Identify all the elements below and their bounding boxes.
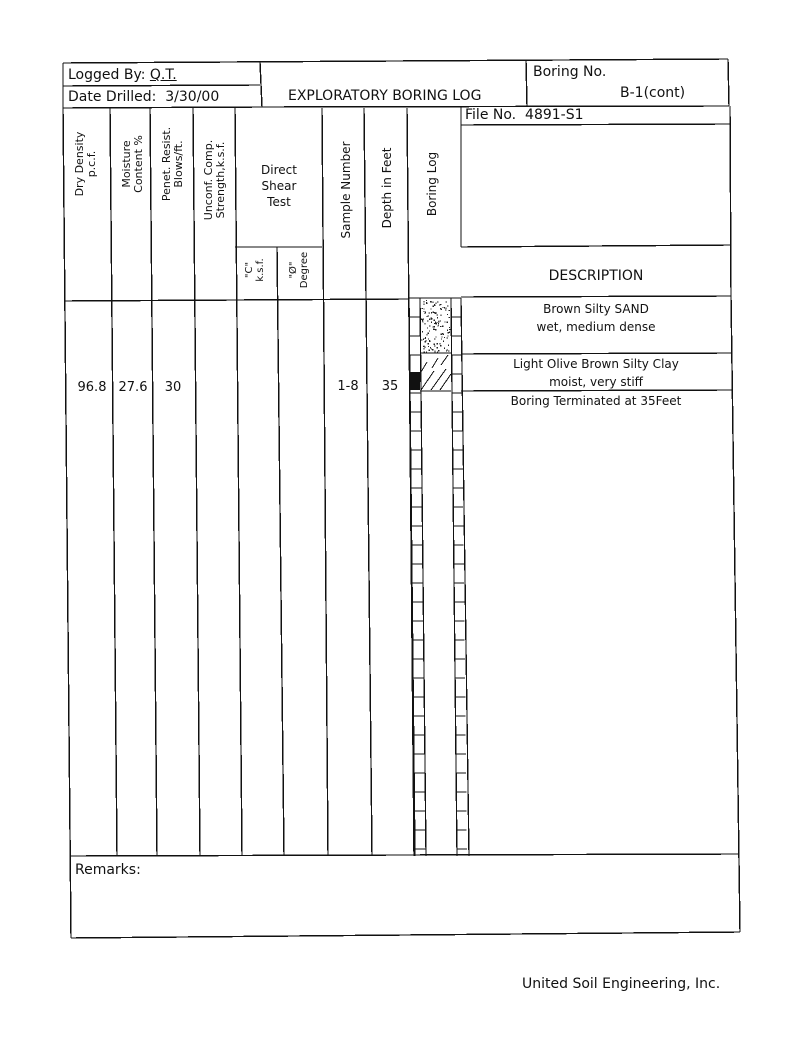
sample-marker <box>409 372 420 390</box>
date-drilled: Date Drilled: 3/30/00 <box>68 89 220 105</box>
col-c-ksf: "C" k.s.f. <box>244 258 266 282</box>
file-no: File No. 4891-S1 <box>465 107 584 123</box>
clay-pattern <box>421 355 451 390</box>
boring-terminated-note: Boring Terminated at 35Feet <box>510 394 682 408</box>
boring-no-value: B-1(cont) <box>620 85 686 101</box>
value-moisture: 27.6 <box>118 380 148 395</box>
col-direct-shear: Direct Shear Test <box>261 163 297 209</box>
logged-by: Logged By: Q.T. <box>68 67 177 83</box>
col-sample-number: Sample Number <box>339 141 353 239</box>
company-name: United Soil Engineering, Inc. <box>522 976 721 992</box>
value-sample-number: 1-8 <box>337 379 359 394</box>
sand-pattern <box>421 300 450 353</box>
col-depth-in-feet: Depth in Feet <box>380 147 394 229</box>
value-depth: 35 <box>381 379 399 394</box>
value-penet-resist: 30 <box>164 380 182 395</box>
col-unconf-comp: Unconf. Comp. Strength,k.s.f. <box>202 139 227 221</box>
col-boring-log: Boring Log <box>425 151 439 217</box>
col-description: DESCRIPTION <box>548 268 644 284</box>
value-dry-density: 96.8 <box>77 380 107 395</box>
page-title: EXPLORATORY BORING LOG <box>288 88 482 104</box>
description-layer-1: Brown Silty SAND wet, medium dense <box>536 302 656 334</box>
col-moisture: Moisture Content % <box>120 135 145 193</box>
col-phi-degree: "Ø" Degree <box>288 251 310 289</box>
description-layer-2: Light Olive Brown Silty Clay moist, very stiff <box>513 357 679 389</box>
boring-no-label: Boring No. <box>533 64 607 80</box>
col-penet-resist: Penet. Resist. Blows/ft. <box>160 126 185 202</box>
remarks-label: Remarks: <box>75 862 141 878</box>
col-dry-density: Dry Density p.c.f. <box>73 131 98 197</box>
